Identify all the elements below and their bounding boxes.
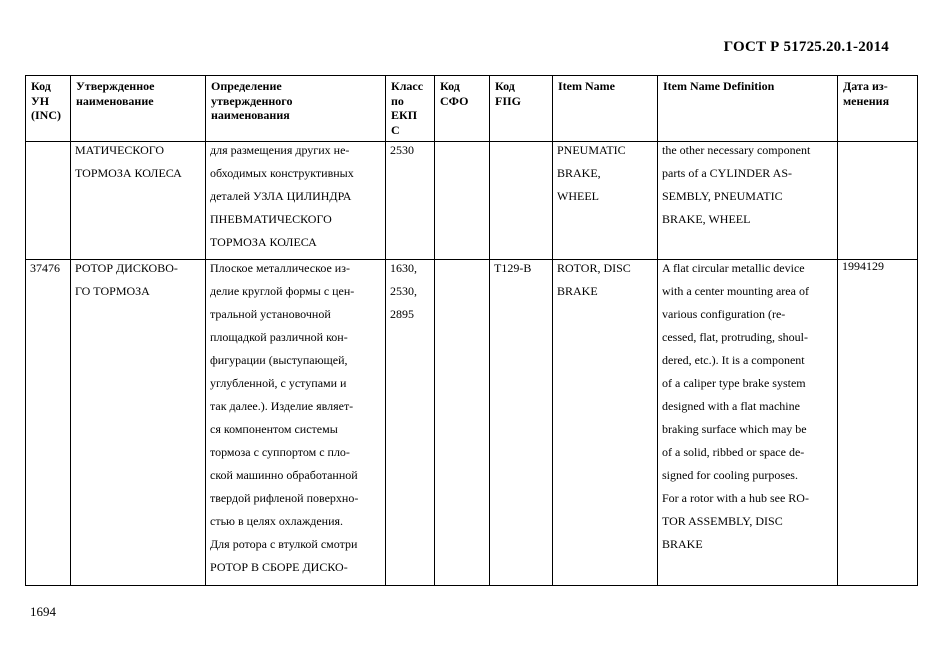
col-header-class: Класс по ЕКП С: [386, 76, 435, 142]
cell-text-line: cessed, flat, protruding, shoul-: [662, 330, 808, 344]
page-number: 1694: [30, 604, 56, 619]
cell-text-line: ской машинно обработанной: [210, 468, 358, 482]
cell-text-line: of a solid, ribbed or space de-: [662, 445, 805, 459]
cell-text-line: SEMBLY, PNEUMATIC: [662, 189, 783, 203]
cell-text-line: фигурации (выступающей,: [210, 353, 348, 367]
cell-text-line: ПНЕВМАТИЧЕСКОГО: [210, 212, 332, 226]
cell-text-line: обходимых конструктивных: [210, 166, 354, 180]
cell-text-line: braking surface which may be: [662, 422, 807, 436]
cell-text-line: WHEEL: [557, 189, 599, 203]
cell-text-line: твердой рифленой поверхно-: [210, 491, 359, 505]
document-standard-number: ГОСТ Р 51725.20.1-2014: [723, 39, 889, 55]
cell-text-line: T129-B: [494, 261, 532, 275]
cell-text-line: РОТОР В СБОРЕ ДИСКО-: [210, 560, 348, 574]
cell-fiig-code: [490, 260, 553, 586]
cell-sfo-code: [435, 260, 490, 586]
col-header-change-date: Дата из- менения: [838, 76, 918, 142]
cell-text-line: делие круглой формы с цен-: [210, 284, 355, 298]
cell-inc: [26, 142, 71, 260]
cell-text-line: BRAKE: [557, 284, 598, 298]
cell-approved-name: [71, 260, 206, 586]
cell-text-line: стью в целях охлаждения.: [210, 514, 344, 528]
cell-text-line: ROTOR, DISC: [557, 261, 631, 275]
cell-text-line: with a center mounting area of: [662, 284, 809, 298]
cell-text-line: [439, 260, 486, 283]
cell-text-line: тральной установочной: [210, 307, 331, 321]
cell-text-line: BRAKE: [662, 537, 703, 551]
cell-item-name: [553, 142, 658, 260]
cell-approved-name: [71, 142, 206, 260]
cell-text-line: тормоза с суппортом с пло-: [210, 445, 350, 459]
cell-text-line: [842, 142, 914, 165]
table-row: [26, 260, 918, 586]
cell-definition: [206, 260, 386, 586]
cell-text-line: 2530: [390, 143, 414, 157]
cell-item-name-definition: [658, 142, 838, 260]
cell-text-line: [494, 142, 549, 165]
cell-text-line: designed with a flat machine: [662, 399, 800, 413]
cell-text-line: 37476: [30, 261, 60, 275]
cell-text-line: так далее.). Изделие являет-: [210, 399, 354, 413]
cell-text-line: TOR ASSEMBLY, DISC: [662, 514, 783, 528]
cell-text-line: для размещения других не-: [210, 143, 350, 157]
col-header-approved-name: Утвержденное наименование: [71, 76, 206, 142]
cell-text-line: 1630,: [390, 261, 417, 275]
col-header-item-name: Item Name: [553, 76, 658, 142]
cell-inc: [26, 260, 71, 586]
col-header-sfo-code: Код СФО: [435, 76, 490, 142]
cell-item-name: [553, 260, 658, 586]
cell-text-line: [439, 142, 486, 165]
cell-text-line: ТОРМОЗА КОЛЕСА: [75, 166, 182, 180]
cell-text-line: For a rotor with a hub see RO-: [662, 491, 809, 505]
cell-text-line: ТОРМОЗА КОЛЕСА: [210, 235, 317, 249]
cell-text-line: BRAKE,: [557, 166, 601, 180]
cell-text-line: parts of a CYLINDER AS-: [662, 166, 792, 180]
cell-text-line: 2530,: [390, 284, 417, 298]
cell-sfo-code: [435, 142, 490, 260]
cell-text-line: Для ротора с втулкой смотри: [210, 537, 358, 551]
cell-text-line: ГО ТОРМОЗА: [75, 284, 150, 298]
col-header-definition: Определение утвержденного наименования: [206, 76, 386, 142]
table-row: [26, 142, 918, 260]
cell-text-line: A flat circular metallic device: [662, 261, 805, 275]
cell-text-line: PNEUMATIC: [557, 143, 626, 157]
cell-text-line: various configuration (re-: [662, 307, 786, 321]
cell-text-line: МАТИЧЕСКОГО: [75, 143, 165, 157]
col-header-fiig-code: Код FIIG: [490, 76, 553, 142]
cell-text-line: BRAKE, WHEEL: [662, 212, 751, 226]
col-header-item-name-definition: Item Name Definition: [658, 76, 838, 142]
nomenclature-table: [25, 75, 918, 586]
cell-text-line: [30, 142, 67, 165]
cell-text-line: ся компонентом системы: [210, 422, 338, 436]
col-header-inc: Код УН (INC): [26, 76, 71, 142]
cell-text-line: Плоское металлическое из-: [210, 261, 350, 275]
cell-text-line: углубленной, с уступами и: [210, 376, 347, 390]
cell-text-line: 1994129: [842, 260, 884, 273]
cell-item-name-definition: [658, 260, 838, 586]
cell-fiig-code: [490, 142, 553, 260]
cell-text-line: the other necessary component: [662, 143, 811, 157]
cell-text-line: деталей УЗЛА ЦИЛИНДРА: [210, 189, 352, 203]
cell-text-line: of a caliper type brake system: [662, 376, 806, 390]
cell-change-date: [838, 260, 918, 586]
cell-text-line: площадкой различной кон-: [210, 330, 348, 344]
cell-text-line: dered, etc.). It is a component: [662, 353, 805, 367]
table-header-row: [26, 76, 918, 142]
cell-class: [386, 142, 435, 260]
cell-text-line: РОТОР ДИСКОВО-: [75, 261, 178, 275]
cell-change-date: [838, 142, 918, 260]
cell-text-line: signed for cooling purposes.: [662, 468, 798, 482]
cell-definition: [206, 142, 386, 260]
cell-text-line: 2895: [390, 307, 414, 321]
cell-class: [386, 260, 435, 586]
